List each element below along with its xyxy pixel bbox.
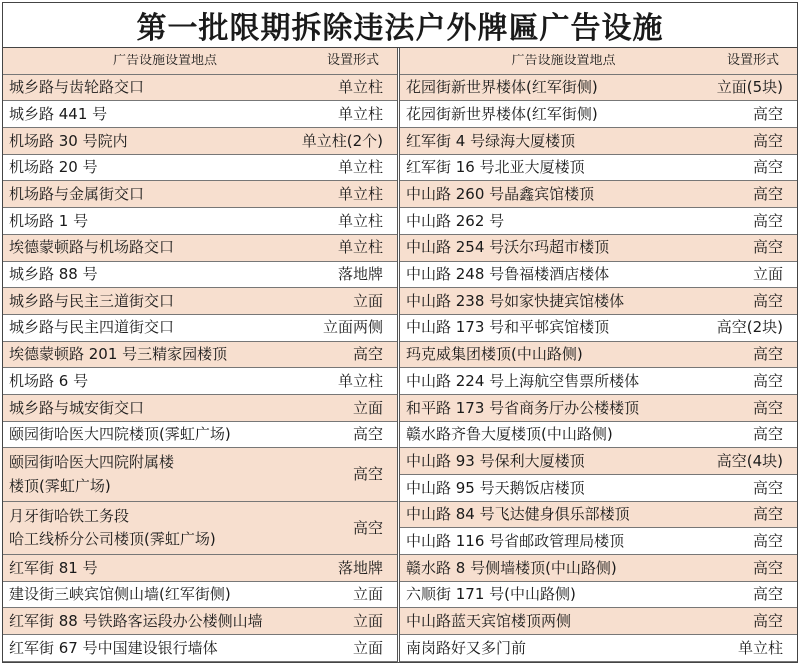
- location-cell: 机场路 30 号院内: [9, 132, 128, 150]
- left-column: [3, 48, 400, 663]
- location-cell: 中山路蓝天宾馆楼顶两侧: [406, 613, 572, 630]
- table-row: [400, 288, 797, 315]
- location-cell: 埃德蒙顿路与机场路交口: [9, 239, 175, 256]
- type-cell: 高空: [352, 345, 383, 364]
- location-line: 哈工线桥分公司楼顶(霁虹广场): [9, 529, 216, 548]
- type-cell: 立面(5块): [716, 78, 783, 97]
- location-cell: 中山路 262 号: [406, 212, 505, 230]
- table-row: [400, 555, 797, 582]
- type-cell: 单立柱: [337, 185, 383, 204]
- location-cell: 中山路 248 号鲁福楼酒店楼体: [406, 266, 610, 283]
- location-cell: 城乡路 88 号: [9, 266, 98, 283]
- table-row: [400, 235, 797, 262]
- header-location: 广告设施设置地点: [511, 53, 616, 68]
- location-cell: 建设街三峡宾馆侧山墙(红军街侧): [9, 586, 231, 603]
- table-row: [400, 502, 797, 529]
- type-cell: 立面: [752, 265, 783, 284]
- right-column: [400, 48, 797, 663]
- table-row: [3, 262, 397, 289]
- table-row: [3, 395, 397, 422]
- type-cell: 高空: [752, 104, 783, 123]
- table-row: [3, 208, 397, 235]
- location-cell: 机场路 20 号: [9, 159, 98, 176]
- location-cell: 花园街新世界楼体(红军街侧): [406, 105, 598, 123]
- table-row: [3, 342, 397, 369]
- type-cell: 高空: [752, 531, 783, 550]
- table-row: [3, 181, 397, 208]
- table-row: [400, 582, 797, 609]
- type-cell: 高空: [752, 398, 783, 417]
- type-cell: 高空: [752, 211, 783, 230]
- table-row: [3, 368, 397, 395]
- type-cell: 落地牌: [337, 265, 383, 284]
- type-cell: 高空: [752, 612, 783, 631]
- location-cell: 中山路 95 号天鹅饭店楼顶: [406, 479, 585, 497]
- table-row: [400, 635, 797, 662]
- location-cell: 南岗路好又多门前: [406, 639, 527, 657]
- location-cell: 城乡路与城安街交口: [9, 399, 145, 417]
- location-cell: 中山路 260 号晶鑫宾馆楼顶: [406, 186, 595, 203]
- location-cell: 城乡路与民主三道街交口: [9, 292, 175, 310]
- type-cell: 立面两侧: [322, 318, 383, 337]
- location-cell: 中山路 84 号飞达健身俱乐部楼顶: [406, 506, 630, 523]
- type-cell: 高空: [752, 158, 783, 177]
- type-cell: 高空: [752, 558, 783, 577]
- type-cell: 高空(2块): [716, 318, 783, 337]
- type-cell: 高空: [352, 425, 383, 444]
- type-cell: 高空: [752, 371, 783, 390]
- type-cell: 立面: [352, 612, 383, 631]
- location-cell: 中山路 224 号上海航空售票所楼体: [406, 372, 640, 390]
- notice-page: [2, 2, 798, 663]
- table-row: [3, 288, 397, 315]
- table-header-row: [400, 48, 797, 75]
- table-row: [3, 101, 397, 128]
- table-row: [3, 235, 397, 262]
- type-cell: 立面: [352, 585, 383, 604]
- location-cell: 红军街 81 号: [9, 559, 98, 577]
- location-cell: 中山路 93 号保利大厦楼顶: [406, 452, 585, 470]
- table-row: [3, 608, 397, 635]
- location-cell: 机场路 1 号: [9, 212, 89, 230]
- table-row: [400, 181, 797, 208]
- type-cell: 高空: [752, 291, 783, 310]
- table-row: [3, 155, 397, 182]
- type-cell: 单立柱: [337, 371, 383, 390]
- type-cell: 高空(4块): [716, 451, 783, 470]
- table-header-row: [3, 48, 397, 75]
- type-cell: 高空: [752, 425, 783, 444]
- type-cell: 立面: [352, 638, 383, 657]
- location-cell: 红军街 16 号北亚大厦楼顶: [406, 159, 585, 176]
- page-title: 第一批限期拆除违法户外牌匾广告设施: [3, 3, 797, 48]
- table-body: [3, 48, 797, 663]
- location-cell: 花园街新世界楼体(红军街侧): [406, 79, 598, 96]
- type-cell: 单立柱: [337, 78, 383, 97]
- type-cell: 高空: [352, 518, 383, 537]
- type-cell: 高空: [752, 131, 783, 150]
- type-cell: 立面: [352, 291, 383, 310]
- table-row: [400, 448, 797, 475]
- table-row: [400, 208, 797, 235]
- type-cell: 高空: [752, 585, 783, 604]
- table-row: [3, 315, 397, 342]
- table-row: [400, 395, 797, 422]
- type-cell: 高空: [752, 478, 783, 497]
- table-row: [400, 75, 797, 102]
- type-cell: 单立柱: [337, 104, 383, 123]
- table-row: [3, 555, 397, 582]
- type-cell: 立面: [352, 398, 383, 417]
- table-row: [400, 155, 797, 182]
- table-row: [400, 262, 797, 289]
- table-row: [400, 422, 797, 449]
- location-cell: 红军街 67 号中国建设银行墙体: [9, 639, 218, 657]
- type-cell: 单立柱: [737, 638, 783, 657]
- type-cell: 单立柱: [337, 158, 383, 177]
- location-cell: 城乡路 441 号: [9, 105, 108, 123]
- header-type: 设置形式: [726, 52, 779, 68]
- header-location: 广告设施设置地点: [112, 53, 217, 68]
- location-cell: 中山路 238 号如家快捷宾馆楼体: [406, 292, 625, 310]
- table-row: [400, 128, 797, 155]
- type-cell: 落地牌: [337, 558, 383, 577]
- type-cell: 高空: [752, 185, 783, 204]
- location-cell: 城乡路与民主四道街交口: [9, 319, 175, 336]
- table-row: [400, 475, 797, 502]
- type-cell: 单立柱(2个): [301, 131, 383, 150]
- header-type: 设置形式: [326, 52, 379, 68]
- location-cell: 机场路与金属街交口: [9, 186, 145, 203]
- table-row: [400, 101, 797, 128]
- table-row: [3, 75, 397, 102]
- location-line: 月牙街哈铁工务段: [9, 506, 130, 525]
- type-cell: 高空: [352, 465, 383, 484]
- location-cell: [3, 505, 353, 552]
- table-row: [3, 635, 397, 662]
- table-row: [400, 368, 797, 395]
- location-cell: 中山路 254 号沃尔玛超市楼顶: [406, 239, 610, 256]
- table-row: [3, 422, 397, 449]
- location-cell: 中山路 173 号和平邨宾馆楼顶: [406, 319, 610, 336]
- location-cell: 和平路 173 号省商务厅办公楼楼顶: [406, 399, 640, 417]
- location-cell: 六顺街 171 号(中山路侧): [406, 586, 576, 603]
- location-cell: 埃德蒙顿路 201 号三精家园楼顶: [9, 346, 228, 363]
- location-cell: 赣水路 8 号侧墙楼顶(中山路侧): [406, 559, 617, 577]
- location-cell: 机场路 6 号: [9, 372, 89, 390]
- location-line: 楼顶(霁虹广场): [9, 476, 111, 495]
- type-cell: 高空: [752, 345, 783, 364]
- table-row: [3, 582, 397, 609]
- table-row: [400, 608, 797, 635]
- location-cell: 红军街 4 号绿海大厦楼顶: [406, 132, 576, 150]
- type-cell: 单立柱: [337, 238, 383, 257]
- table-row: [400, 528, 797, 555]
- table-row: [400, 342, 797, 369]
- location-cell: 赣水路齐鲁大厦楼顶(中山路侧): [406, 426, 613, 443]
- location-cell: [3, 451, 353, 498]
- type-cell: 高空: [752, 238, 783, 257]
- location-cell: 颐园街哈医大四院楼顶(霁虹广场): [9, 426, 231, 443]
- table-row: [3, 502, 397, 555]
- location-cell: 城乡路与齿轮路交口: [9, 79, 145, 96]
- table-row: [400, 315, 797, 342]
- location-cell: 中山路 116 号省邮政管理局楼顶: [406, 532, 625, 550]
- table-row: [3, 448, 397, 501]
- location-cell: 玛克威集团楼顶(中山路侧): [406, 346, 583, 363]
- location-line: 颐园街哈医大四院附属楼: [9, 453, 175, 472]
- location-cell: 红军街 88 号铁路客运段办公楼侧山墙: [9, 613, 263, 630]
- type-cell: 高空: [752, 505, 783, 524]
- table-row: [3, 128, 397, 155]
- type-cell: 单立柱: [337, 211, 383, 230]
